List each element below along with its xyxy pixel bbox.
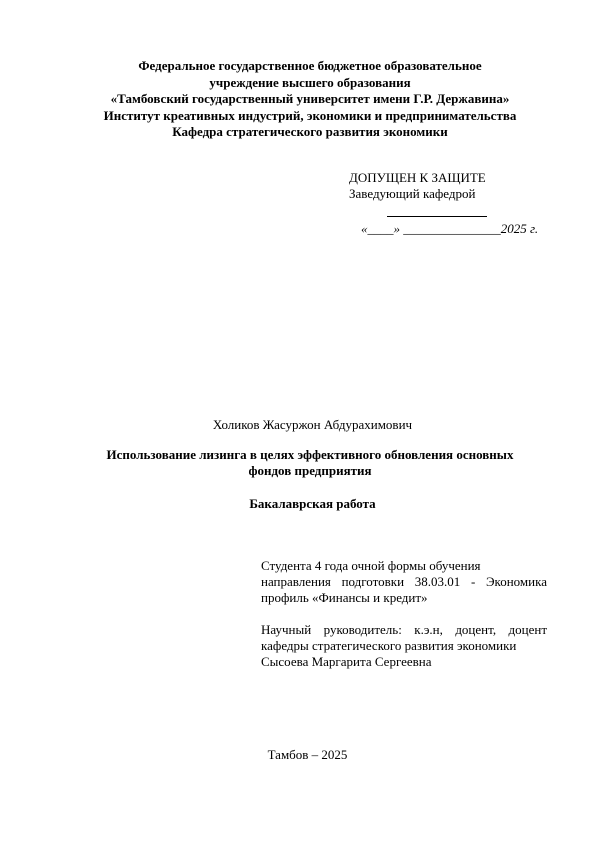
header-line-3: «Тамбовский государственный университет имени Г.Р. Державина» — [110, 91, 510, 106]
author-name: Холиков Жасуржон Абдурахимович — [212, 417, 413, 432]
thesis-title — [70, 447, 550, 479]
student-line-3: профиль «Финансы и кредит» — [261, 590, 428, 605]
signature-line — [387, 206, 487, 217]
thesis-title-line-1: Использование лизинга в целях эффективного обновления основных — [106, 447, 514, 462]
header-line-4: Институт креативных индустрий, экономики и предпринимательства — [103, 107, 517, 123]
institution-header — [60, 58, 560, 141]
admitted-label: ДОПУЩЕН К ЗАЩИТЕ — [349, 170, 486, 185]
advisor-info — [261, 622, 547, 670]
student-line-2: направления подготовки 38.03.01 - Экономика — [261, 574, 547, 589]
student-info — [261, 558, 547, 606]
thesis-title-line-2: фондов предприятия — [248, 463, 372, 478]
student-line-1: Студента 4 года очной формы обучения — [261, 558, 481, 573]
advisor-line-1: Научный руководитель: к.э.н, доцент, доцент — [261, 622, 547, 637]
approval-date: «____» _______________2025 г. — [361, 221, 539, 236]
advisor-line-3: Сысоева Маргарита Сергеевна — [261, 654, 432, 669]
work-type: Бакалаврская работа — [249, 496, 376, 511]
head-of-department-label: Заведующий кафедрой — [349, 186, 476, 201]
approval-block — [349, 170, 579, 237]
city-year: Тамбов – 2025 — [267, 747, 348, 762]
header-line-1: Федеральное государственное бюджетное образовательное — [138, 58, 482, 73]
header-line-2: учреждение высшего образования — [209, 74, 411, 90]
advisor-line-2: кафедры стратегического развития экономики — [261, 638, 517, 653]
header-line-5: Кафедра стратегического развития экономики — [172, 124, 448, 139]
